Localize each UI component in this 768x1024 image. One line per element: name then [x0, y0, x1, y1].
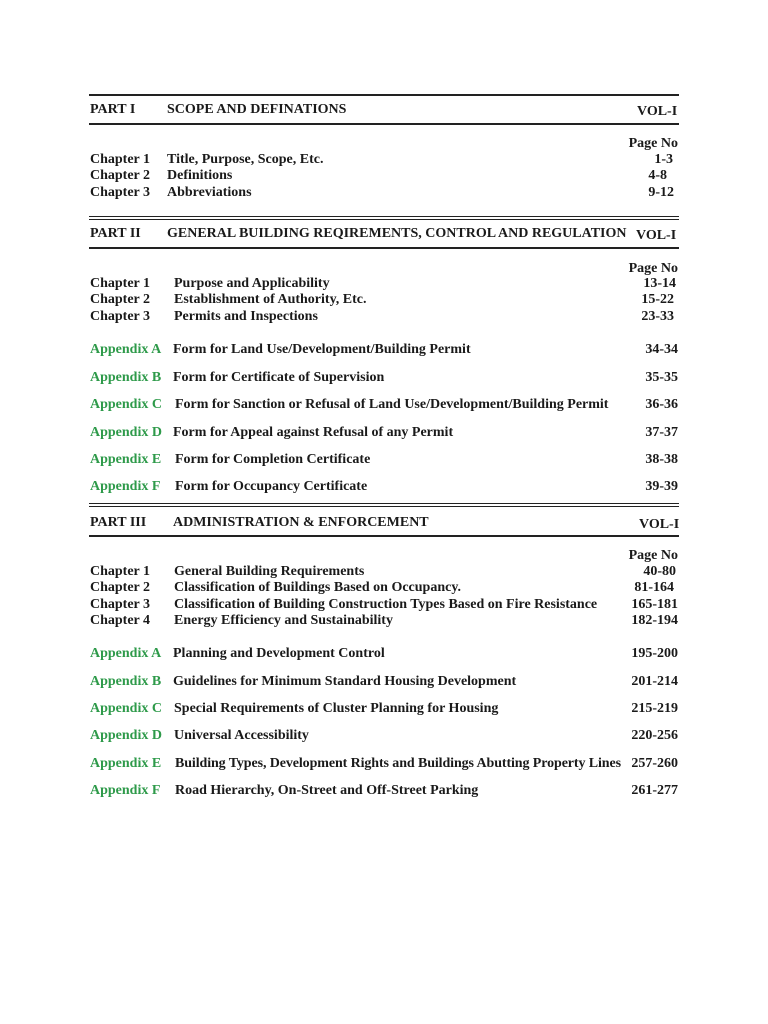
chapter-label: Chapter 1 [90, 276, 151, 291]
page-no-header: Page No [628, 548, 678, 563]
chapter-pages: 15-22 [641, 292, 674, 307]
section-rule [89, 216, 679, 217]
part-label: PART II [90, 226, 141, 241]
chapter-pages: 9-12 [648, 185, 674, 200]
chapter-title[interactable]: Abbreviations [167, 185, 252, 200]
volume-label: VOL-I [637, 104, 678, 119]
appendix-label: Appendix D [90, 425, 162, 440]
appendix-label: Appendix A [90, 646, 162, 661]
appendix-title[interactable]: Universal Accessibility [174, 728, 309, 743]
appendix-title[interactable]: Building Types, Development Rights and Buildings Abutting Property Lines [175, 756, 621, 771]
appendix-pages: 37-37 [645, 425, 678, 440]
appendix-pages: 201-214 [631, 674, 678, 689]
appendix-pages: 215-219 [631, 701, 678, 716]
section-rule [89, 503, 679, 504]
part-title: SCOPE AND DEFINATIONS [167, 102, 347, 117]
section-rule [89, 506, 679, 507]
chapter-pages: 13-14 [643, 276, 676, 291]
appendix-label: Appendix E [90, 756, 162, 771]
appendix-pages: 257-260 [631, 756, 678, 771]
section-rule [89, 535, 679, 537]
appendix-title[interactable]: Form for Completion Certificate [175, 452, 371, 467]
part-label: PART I [90, 102, 136, 117]
appendix-pages: 261-277 [631, 783, 678, 798]
appendix-pages: 39-39 [645, 479, 678, 494]
appendix-title[interactable]: Special Requirements of Cluster Planning for Housing [174, 701, 499, 716]
part-title: GENERAL BUILDING REQIREMENTS, CONTROL AND REGULATION [167, 226, 627, 241]
chapter-label: Chapter 2 [90, 168, 151, 183]
chapter-pages: 165-181 [631, 597, 678, 612]
appendix-pages: 35-35 [645, 370, 678, 385]
appendix-title[interactable]: Form for Sanction or Refusal of Land Use/Development/Building Permit [175, 397, 609, 412]
appendix-label: Appendix B [90, 674, 162, 689]
appendix-title[interactable]: Form for Occupancy Certificate [175, 479, 368, 494]
appendix-label: Appendix E [90, 452, 162, 467]
chapter-pages: 4-8 [648, 168, 667, 183]
section-rule [89, 219, 679, 220]
section-rule [89, 247, 679, 249]
appendix-label: Appendix C [90, 397, 162, 412]
chapter-label: Chapter 3 [90, 309, 151, 324]
section-rule [89, 94, 679, 96]
chapter-label: Chapter 1 [90, 564, 151, 579]
appendix-pages: 36-36 [645, 397, 678, 412]
appendix-label: Appendix F [90, 783, 161, 798]
chapter-title[interactable]: Definitions [167, 168, 233, 183]
appendix-pages: 220-256 [631, 728, 678, 743]
appendix-title[interactable]: Guidelines for Minimum Standard Housing Development [173, 674, 517, 689]
appendix-title[interactable]: Planning and Development Control [173, 646, 385, 661]
page-no-header: Page No [628, 261, 678, 276]
appendix-title[interactable]: Road Hierarchy, On-Street and Off-Street Parking [175, 783, 479, 798]
chapter-title[interactable]: Permits and Inspections [174, 309, 318, 324]
appendix-label: Appendix C [90, 701, 162, 716]
appendix-label: Appendix B [90, 370, 162, 385]
appendix-pages: 195-200 [631, 646, 678, 661]
chapter-label: Chapter 2 [90, 292, 151, 307]
appendix-label: Appendix D [90, 728, 162, 743]
chapter-title[interactable]: Purpose and Applicability [174, 276, 330, 291]
section-rule [89, 123, 679, 125]
chapter-pages: 40-80 [643, 564, 676, 579]
chapter-title[interactable]: Energy Efficiency and Sustainability [174, 613, 393, 628]
chapter-pages: 81-164 [634, 580, 674, 595]
chapter-title[interactable]: Title, Purpose, Scope, Etc. [167, 152, 324, 167]
chapter-label: Chapter 3 [90, 597, 151, 612]
part-title: ADMINISTRATION & ENFORCEMENT [173, 515, 429, 530]
chapter-label: Chapter 4 [90, 613, 151, 628]
chapter-pages: 1-3 [654, 152, 673, 167]
chapter-label: Chapter 1 [90, 152, 151, 167]
chapter-title[interactable]: Establishment of Authority, Etc. [174, 292, 367, 307]
appendix-title[interactable]: Form for Appeal against Refusal of any Permit [173, 425, 454, 440]
chapter-pages: 182-194 [631, 613, 678, 628]
appendix-label: Appendix A [90, 342, 162, 357]
appendix-title[interactable]: Form for Land Use/Development/Building Permit [173, 342, 471, 357]
chapter-title[interactable]: Classification of Buildings Based on Occupancy. [174, 580, 462, 595]
appendix-label: Appendix F [90, 479, 161, 494]
volume-label: VOL-I [636, 228, 677, 243]
volume-label: VOL-I [639, 517, 680, 532]
chapter-title[interactable]: Classification of Building Construction Types Based on Fire Resistance [174, 597, 598, 612]
page-no-header: Page No [628, 136, 678, 151]
appendix-pages: 34-34 [645, 342, 678, 357]
chapter-title[interactable]: General Building Requirements [174, 564, 365, 579]
appendix-title[interactable]: Form for Certificate of Supervision [173, 370, 385, 385]
chapter-pages: 23-33 [641, 309, 674, 324]
chapter-label: Chapter 3 [90, 185, 151, 200]
part-label: PART III [90, 515, 147, 530]
appendix-pages: 38-38 [645, 452, 678, 467]
chapter-label: Chapter 2 [90, 580, 151, 595]
